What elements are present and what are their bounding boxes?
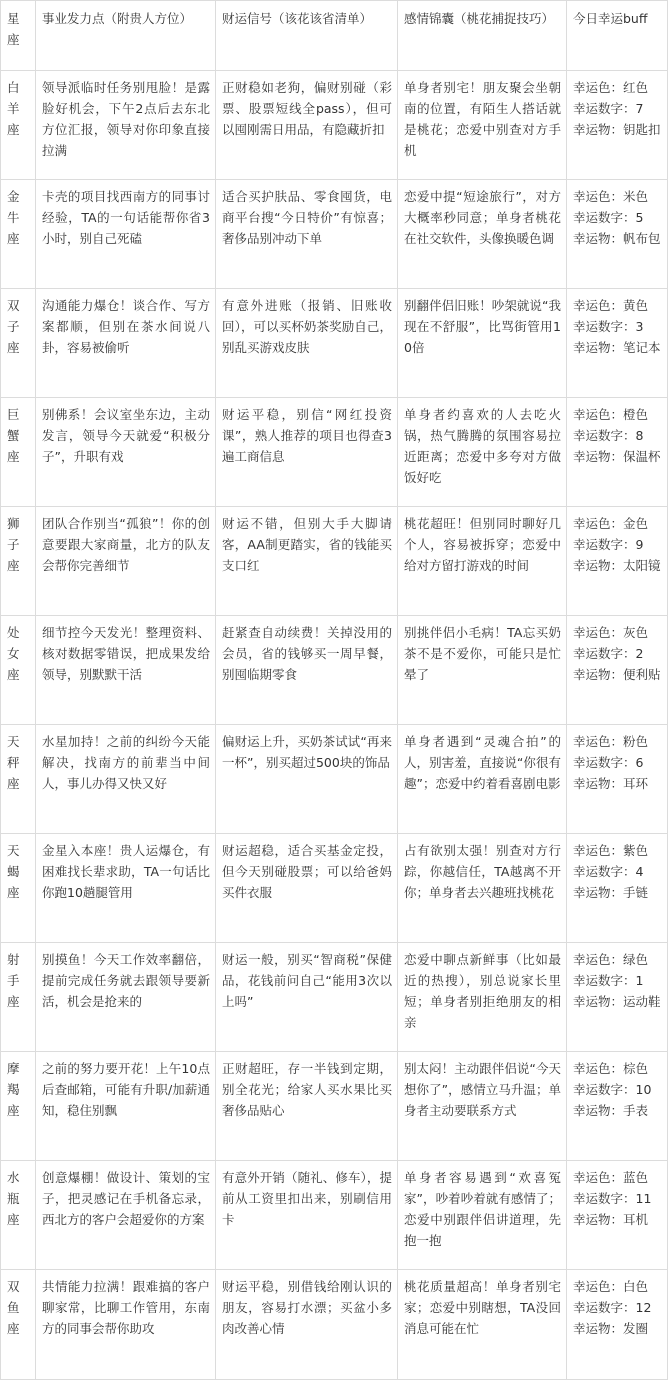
sign-cell: 狮子座 [1,507,36,616]
lucky-number: 幸运数字：10 [573,1082,652,1097]
table-row [1,1270,668,1380]
header-row [1,1,668,71]
buff-cell [567,616,668,725]
lucky-number: 幸运数字：11 [573,1191,652,1206]
sign-cell: 处女座 [1,616,36,725]
love-cell: 单身者容易遇到“欢喜冤家”，吵着吵着就有感情了；恋爱中别跟伴侣讲道理，先抱一抱 [398,1161,567,1270]
lucky-item: 幸运物：运动鞋 [573,994,661,1009]
table-row [1,943,668,1052]
lucky-color: 幸运色：棕色 [573,1061,649,1076]
wealth-cell: 有意外进账（报销、旧账收回），可以买杯奶茶奖励自己，别乱买游戏皮肤 [216,289,398,398]
lucky-color: 幸运色：蓝色 [573,1170,649,1185]
wealth-cell: 正财稳如老狗，偏财别碰（彩票、股票短线全pass），但可以囤刚需日用品，有隐藏折扣 [216,71,398,180]
buff-cell [567,943,668,1052]
wealth-cell: 适合买护肤品、零食囤货，电商平台搜“今日特价”有惊喜；奢侈品别冲动下单 [216,180,398,289]
love-cell: 单身者别宅！朋友聚会坐朝南的位置，有陌生人搭话就是桃花；恋爱中别查对方手机 [398,71,567,180]
lucky-item: 幸运物：保温杯 [573,449,661,464]
love-cell: 桃花质量超高！单身者别宅家；恋爱中别瞎想，TA没回消息可能在忙 [398,1270,567,1380]
love-cell: 单身者约喜欢的人去吃火锅，热气腾腾的氛围容易拉近距离；恋爱中多夸对方做饭好吃 [398,398,567,507]
table-row [1,725,668,834]
wealth-cell: 有意外开销（随礼、修车），提前从工资里扣出来，别刷信用卡 [216,1161,398,1270]
sign-cell: 金牛座 [1,180,36,289]
lucky-number: 幸运数字：7 [573,101,644,116]
wealth-cell: 财运平稳，别信“网红投资课”，熟人推荐的项目也得查3遍工商信息 [216,398,398,507]
sign-cell: 水瓶座 [1,1161,36,1270]
career-cell: 别佛系！会议室坐东边，主动发言，领导今天就爱“积极分子”，升职有戏 [36,398,216,507]
lucky-color: 幸运色：米色 [573,189,649,204]
career-cell: 共情能力拉满！跟难搞的客户聊家常，比聊工作管用，东南方的同事会帮你助攻 [36,1270,216,1380]
buff-cell [567,71,668,180]
buff-cell [567,1052,668,1161]
career-cell: 创意爆棚！做设计、策划的宝子，把灵感记在手机备忘录，西北方的客户会超爱你的方案 [36,1161,216,1270]
table-row [1,1161,668,1270]
career-cell: 水星加持！之前的纠纷今天能解决，找南方的前辈当中间人，事儿办得又快又好 [36,725,216,834]
table-row [1,834,668,943]
table-row [1,616,668,725]
lucky-number: 幸运数字：9 [573,537,644,552]
lucky-item: 幸运物：笔记本 [573,340,661,355]
sign-cell: 双鱼座 [1,1270,36,1380]
love-cell: 恋爱中聊点新鲜事（比如最近的热搜），别总说家长里短；单身者别拒绝朋友的相亲 [398,943,567,1052]
wealth-cell: 财运超稳，适合买基金定投，但今天别碰股票；可以给爸妈买件衣服 [216,834,398,943]
career-cell: 金星入本座！贵人运爆仓，有困难找长辈求助，TA一句话比你跑10趟腿管用 [36,834,216,943]
buff-cell [567,1270,668,1380]
wealth-cell: 财运平稳，别借钱给刚认识的朋友，容易打水漂；买盆小多肉改善心情 [216,1270,398,1380]
love-cell: 别太闷！主动跟伴侣说“今天想你了”，感情立马升温；单身者主动要联系方式 [398,1052,567,1161]
buff-cell [567,1161,668,1270]
love-cell: 桃花超旺！但别同时聊好几个人，容易被拆穿；恋爱中给对方留打游戏的时间 [398,507,567,616]
wealth-cell: 财运一般，别买“智商税”保健品，花钱前问自己“能用3次以上吗” [216,943,398,1052]
sign-cell: 天秤座 [1,725,36,834]
lucky-item: 幸运物：帆布包 [573,231,661,246]
love-cell: 单身者遇到“灵魂合拍”的人，别害羞，直接说“你很有趣”；恋爱中约着看喜剧电影 [398,725,567,834]
lucky-color: 幸运色：粉色 [573,734,649,749]
wealth-cell: 正财超旺，存一半钱到定期，别全花光；给家人买水果比买奢侈品贴心 [216,1052,398,1161]
header-sign: 星座 [1,1,36,71]
lucky-color: 幸运色：灰色 [573,625,649,640]
table-row [1,398,668,507]
buff-cell [567,398,668,507]
lucky-item: 幸运物：手表 [573,1103,649,1118]
lucky-number: 幸运数字：2 [573,646,644,661]
lucky-item: 幸运物：手链 [573,885,649,900]
lucky-item: 幸运物：太阳镜 [573,558,661,573]
table-row [1,180,668,289]
lucky-color: 幸运色：黄色 [573,298,649,313]
lucky-number: 幸运数字：6 [573,755,644,770]
wealth-cell: 赶紧查自动续费！关掉没用的会员，省的钱够买一周早餐，别囤临期零食 [216,616,398,725]
lucky-color: 幸运色：白色 [573,1279,649,1294]
table-row [1,71,668,180]
love-cell: 恋爱中提“短途旅行”，对方大概率秒同意；单身者桃花在社交软件，头像换暖色调 [398,180,567,289]
career-cell: 别摸鱼！今天工作效率翻倍，提前完成任务就去跟领导要新活，机会是抢来的 [36,943,216,1052]
buff-cell [567,834,668,943]
header-wealth: 财运信号（该花该省清单） [216,1,398,71]
lucky-item: 幸运物：耳环 [573,776,649,791]
career-cell: 团队合作别当“孤狼”！你的创意要跟大家商量，北方的队友会帮你完善细节 [36,507,216,616]
buff-cell [567,507,668,616]
lucky-color: 幸运色：金色 [573,516,649,531]
sign-cell: 巨蟹座 [1,398,36,507]
buff-cell [567,289,668,398]
sign-cell: 天蝎座 [1,834,36,943]
career-cell: 之前的努力要开花！上午10点后查邮箱，可能有升职/加薪通知，稳住别飘 [36,1052,216,1161]
table-row [1,507,668,616]
sign-cell: 双子座 [1,289,36,398]
love-cell: 占有欲别太强！别查对方行踪，你越信任，TA越离不开你；单身者去兴趣班找桃花 [398,834,567,943]
table-row [1,289,668,398]
table-row [1,1052,668,1161]
career-cell: 领导派临时任务别甩脸！是露脸好机会，下午2点后去东北方位汇报，领导对你印象直接拉满 [36,71,216,180]
career-cell: 细节控今天发光！整理资料、核对数据零错误，把成果发给领导，别默默干活 [36,616,216,725]
sign-cell: 射手座 [1,943,36,1052]
lucky-number: 幸运数字：12 [573,1300,652,1315]
love-cell: 别翻伴侣旧账！吵架就说“我现在不舒服”，比骂街管用10倍 [398,289,567,398]
lucky-item: 幸运物：钥匙扣 [573,122,661,137]
lucky-number: 幸运数字：8 [573,428,644,443]
love-cell: 别挑伴侣小毛病！TA忘买奶茶不是不爱你，可能只是忙晕了 [398,616,567,725]
sign-cell: 摩羯座 [1,1052,36,1161]
lucky-color: 幸运色：绿色 [573,952,649,967]
lucky-color: 幸运色：紫色 [573,843,649,858]
sign-cell: 白羊座 [1,71,36,180]
header-buff: 今日幸运buff [567,1,668,71]
lucky-number: 幸运数字：3 [573,319,644,334]
lucky-number: 幸运数字：5 [573,210,644,225]
buff-cell [567,180,668,289]
wealth-cell: 财运不错，但别大手大脚请客，AA制更踏实，省的钱能买支口红 [216,507,398,616]
wealth-cell: 偏财运上升，买奶茶试试“再来一杯”，别买超过500块的饰品 [216,725,398,834]
lucky-color: 幸运色：红色 [573,80,649,95]
lucky-item: 幸运物：发圈 [573,1321,649,1336]
buff-cell [567,725,668,834]
lucky-color: 幸运色：橙色 [573,407,649,422]
career-cell: 沟通能力爆仓！谈合作、写方案都顺，但别在茶水间说八卦，容易被偷听 [36,289,216,398]
lucky-number: 幸运数字：1 [573,973,644,988]
career-cell: 卡壳的项目找西南方的同事讨经验，TA的一句话能帮你省3小时，别自己死磕 [36,180,216,289]
header-career: 事业发力点（附贵人方位） [36,1,216,71]
header-love: 感情锦囊（桃花捕捉技巧） [398,1,567,71]
lucky-item: 幸运物：便利贴 [573,667,661,682]
lucky-number: 幸运数字：4 [573,864,644,879]
lucky-item: 幸运物：耳机 [573,1212,649,1227]
